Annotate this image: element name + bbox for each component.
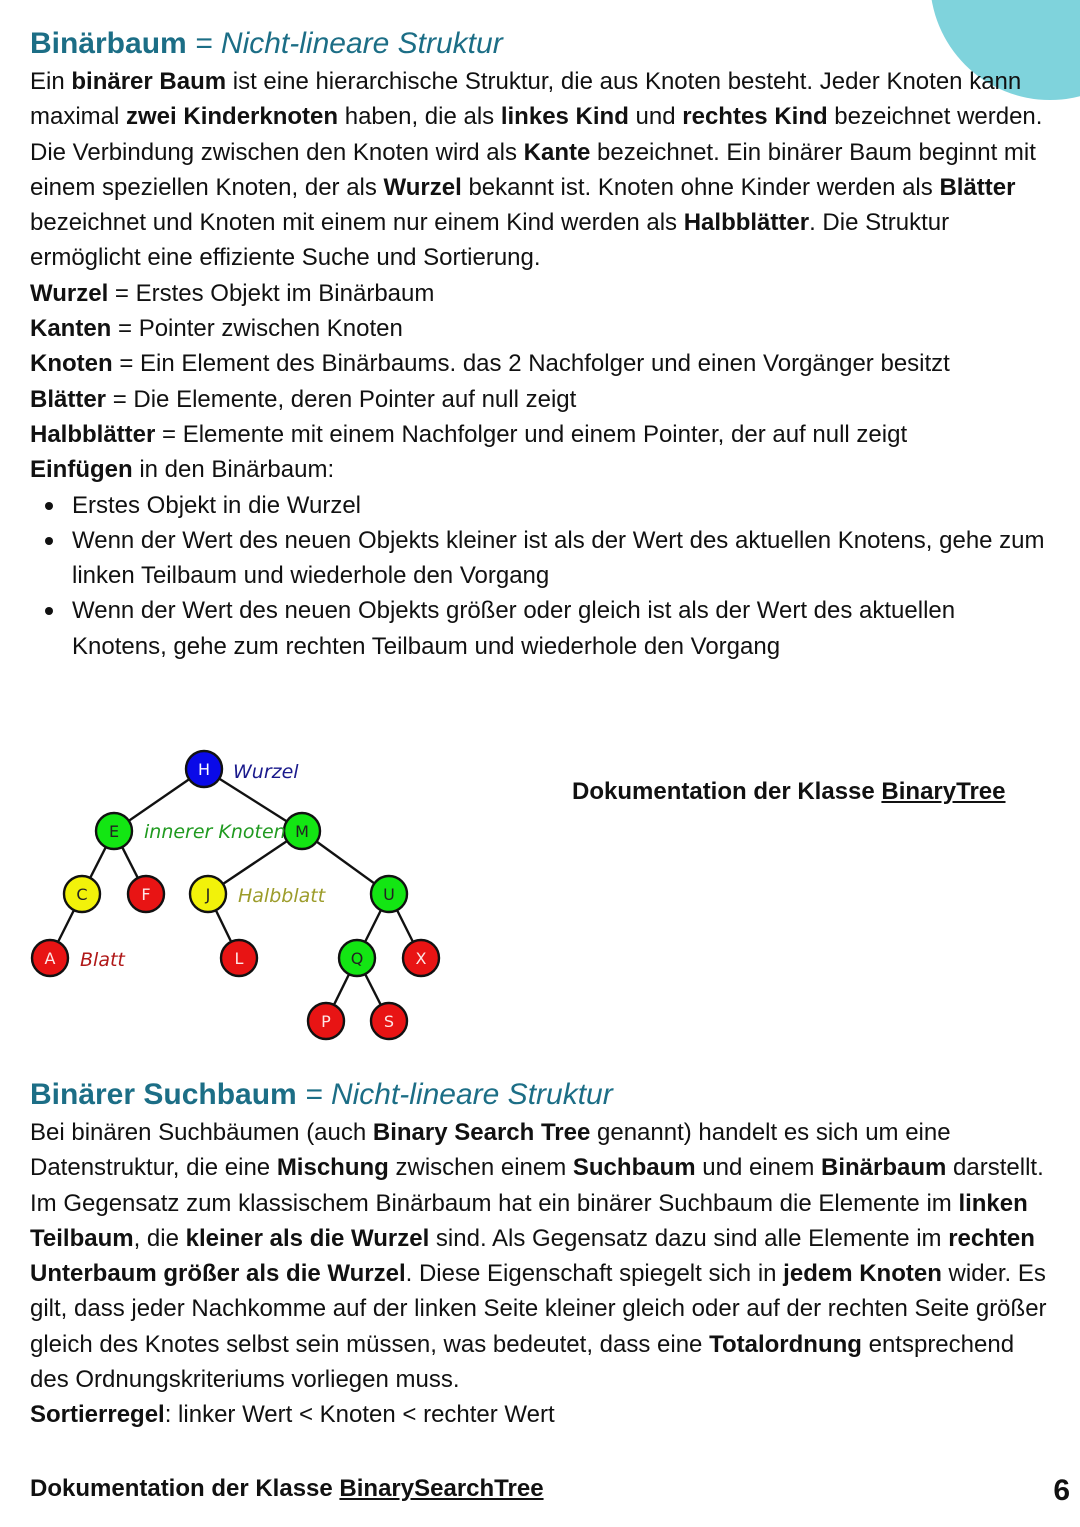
intro-segment: zwei Kinderknoten xyxy=(126,103,339,131)
doc-prefix: Dokumentation der Klasse xyxy=(572,778,882,805)
intro-segment: bekannt ist. Knoten ohne Kinder werden als xyxy=(461,173,940,201)
intro-segment: Blätter xyxy=(939,173,1016,201)
tree-node-Q xyxy=(339,940,375,976)
tree-node-J xyxy=(190,876,226,912)
doc-class-link[interactable]: BinarySearchTree xyxy=(339,1475,544,1502)
intro-segment: haben, die als xyxy=(338,103,501,131)
title-subtitle: Nicht-lineare Struktur xyxy=(330,1078,613,1111)
tree-node-label: P xyxy=(321,1012,331,1031)
bullet-icon xyxy=(45,537,53,545)
intro-paragraph xyxy=(30,64,1050,276)
bst-segment: sind. Als Gegensatz dazu sind alle Elemente im xyxy=(429,1224,949,1252)
intro-segment: linkes Kind xyxy=(500,103,629,131)
bst-segment: und einem xyxy=(695,1154,821,1182)
intro-segment: ist eine hierarchische Struktur, die aus Knoten besteht. Jeder Knoten kann maximal xyxy=(30,68,1022,131)
definition-item xyxy=(30,346,1050,381)
tree-node-X xyxy=(403,940,439,976)
tree-node-label: F xyxy=(141,885,151,904)
bst-segment: Bei binären Suchbäumen (auch xyxy=(30,1119,373,1146)
list-item-text: Erstes Objekt in die Wurzel xyxy=(72,491,361,519)
definition-item xyxy=(30,382,1050,417)
list-item xyxy=(30,593,1050,664)
intro-segment: bezeichnet werden. Die Verbindung zwischen den Knoten wird als xyxy=(30,103,1043,166)
bst-segment: entsprechend des Ordnungskriteriums vorliegen muss. xyxy=(30,1330,1015,1394)
tree-node-label: L xyxy=(234,949,244,968)
label-root: Wurzel xyxy=(233,761,299,783)
definition-text: = Ein Element des Binärbaums. das 2 Nachfolger und einen Vorgänger besitzt xyxy=(112,350,950,378)
definition-term: Einfügen xyxy=(30,456,133,484)
bst-segment: Binary Search Tree xyxy=(372,1119,591,1146)
section-binary-search-tree xyxy=(30,1077,1050,1433)
label-inner-node: innerer Knoten xyxy=(144,821,286,843)
intro-segment: Ein xyxy=(30,68,72,95)
intro-segment: bezeichnet und Knoten mit einem nur einem Kind werden als xyxy=(30,209,684,237)
tree-node-C xyxy=(64,876,100,912)
bst-segment: , die xyxy=(133,1224,186,1252)
tree-node-L xyxy=(221,940,257,976)
sort-rule xyxy=(30,1397,1050,1432)
sort-rule-term: Sortierregel xyxy=(30,1401,165,1429)
intro-segment: bezeichnet. Ein binärer Baum beginnt mit einem speziellen Knoten, der als xyxy=(30,138,1036,201)
tree-node-H xyxy=(186,751,222,787)
title-subtitle: Nicht-lineare Struktur xyxy=(220,27,503,60)
bst-segment: darstellt. Im Gegensatz zum klassischem Binärbaum hat ein binärer Suchbaum die Elemente im xyxy=(30,1154,1044,1217)
tree-node-label: X xyxy=(415,949,427,968)
definition-term: Kanten xyxy=(30,315,112,343)
doc-prefix: Dokumentation der Klasse xyxy=(30,1475,340,1502)
title-separator: = xyxy=(305,1078,323,1111)
intro-segment: binärer Baum xyxy=(71,68,227,95)
bst-segment: zwischen einem xyxy=(388,1154,573,1182)
label-leaf: Blatt xyxy=(80,949,125,971)
doc-binarytree xyxy=(572,778,1006,806)
tree-node-label: H xyxy=(197,760,211,779)
definition-term: Blätter xyxy=(30,385,107,413)
title-main: Binärbaum xyxy=(30,27,187,60)
definition-term: Wurzel xyxy=(30,279,109,307)
bst-segment: jedem Knoten xyxy=(783,1260,942,1288)
section-title xyxy=(30,26,1050,62)
tree-node-label: S xyxy=(383,1012,395,1031)
definition-text: = Elemente mit einem Nachfolger und einem Pointer, der auf null zeigt xyxy=(155,420,908,448)
tree-node-U xyxy=(371,876,407,912)
bst-segment: kleiner als die Wurzel xyxy=(185,1224,430,1252)
sort-rule-text: : linker Wert < Knoten < rechter Wert xyxy=(164,1401,555,1429)
bst-segment: Totalordnung xyxy=(709,1330,862,1358)
tree-node-E xyxy=(96,813,132,849)
label-half-leaf: Halbblatt xyxy=(238,885,326,907)
definition-list xyxy=(30,276,1050,488)
tree-node-label: E xyxy=(108,822,120,841)
intro-segment: rechtes Kind xyxy=(682,103,828,131)
bullet-icon xyxy=(45,502,53,510)
doc-class-link[interactable]: BinaryTree xyxy=(881,778,1006,805)
definition-item xyxy=(30,311,1050,346)
intro-segment: . Die Struktur ermöglicht eine effiziente Suche und Sortierung. xyxy=(30,209,950,272)
definition-item xyxy=(30,417,1050,452)
list-item xyxy=(30,523,1050,594)
definition-term: Halbblätter xyxy=(30,420,156,448)
intro-segment: Wurzel xyxy=(383,173,462,201)
tree-node-M xyxy=(284,813,320,849)
bst-paragraph xyxy=(30,1115,1050,1397)
bullet-icon xyxy=(45,607,53,615)
bst-segment: rechten Unterbaum größer als die Wurzel xyxy=(30,1224,1035,1288)
definition-term: Knoten xyxy=(30,350,113,378)
list-item xyxy=(30,488,1050,523)
doc-binarysearchtree xyxy=(30,1475,544,1503)
bst-segment: Mischung xyxy=(276,1154,389,1182)
bst-segment: wider. Es gilt, dass jeder Nachkomme auf der linken Seite kleiner gleich oder auf der rechten Seite größer gleich des Knotes selbst sein müssen, was bedeutet, dass eine xyxy=(30,1260,1047,1358)
bst-segment: linken Teilbaum xyxy=(30,1189,1028,1252)
tree-node-S xyxy=(371,1003,407,1039)
definition-item xyxy=(30,452,1050,487)
intro-segment: Kante xyxy=(523,138,591,166)
bst-segment: Suchbaum xyxy=(572,1154,696,1182)
bst-segment: Binärbaum xyxy=(821,1154,947,1182)
title-main: Binärer Suchbaum xyxy=(30,1078,297,1111)
tree-node-label: U xyxy=(383,885,395,904)
bst-segment: . Diese Eigenschaft spiegelt sich in xyxy=(405,1260,784,1288)
tree-node-label: A xyxy=(44,949,56,968)
section-title xyxy=(30,1077,1050,1113)
bst-segment: genannt) handelt es sich um eine Datenstruktur, die eine xyxy=(30,1119,951,1182)
definition-text: = Die Elemente, deren Pointer auf null zeigt xyxy=(106,385,577,413)
tree-node-label: M xyxy=(295,822,309,841)
definition-text: = Pointer zwischen Knoten xyxy=(111,315,403,343)
intro-segment: Halbblätter xyxy=(683,209,810,237)
tree-node-label: Q xyxy=(350,949,364,968)
title-separator: = xyxy=(195,27,213,60)
tree-node-A xyxy=(32,940,68,976)
binary-tree-diagram xyxy=(0,740,470,1050)
list-item-text: Wenn der Wert des neuen Objekts kleiner ist als der Wert des aktuellen Knotens, gehe zum linken Teilbaum und wiederhole den Vorgang xyxy=(72,526,1045,590)
insert-steps-list xyxy=(30,488,1050,664)
page-number: 6 xyxy=(1053,1474,1070,1507)
list-item-text: Wenn der Wert des neuen Objekts größer oder gleich ist als der Wert des aktuellen Knotens, gehe zum rechten Teilbaum und wiederhole den Vorgang xyxy=(72,597,956,660)
tree-node-label: J xyxy=(205,885,211,904)
definition-text: = Erstes Objekt im Binärbaum xyxy=(108,279,435,307)
definition-item xyxy=(30,276,1050,311)
definition-text: in den Binärbaum: xyxy=(132,456,335,484)
tree-node-P xyxy=(308,1003,344,1039)
tree-node-label: C xyxy=(76,885,88,904)
intro-segment: und xyxy=(628,103,683,131)
section-binary-tree xyxy=(30,26,1050,664)
tree-node-F xyxy=(128,876,164,912)
